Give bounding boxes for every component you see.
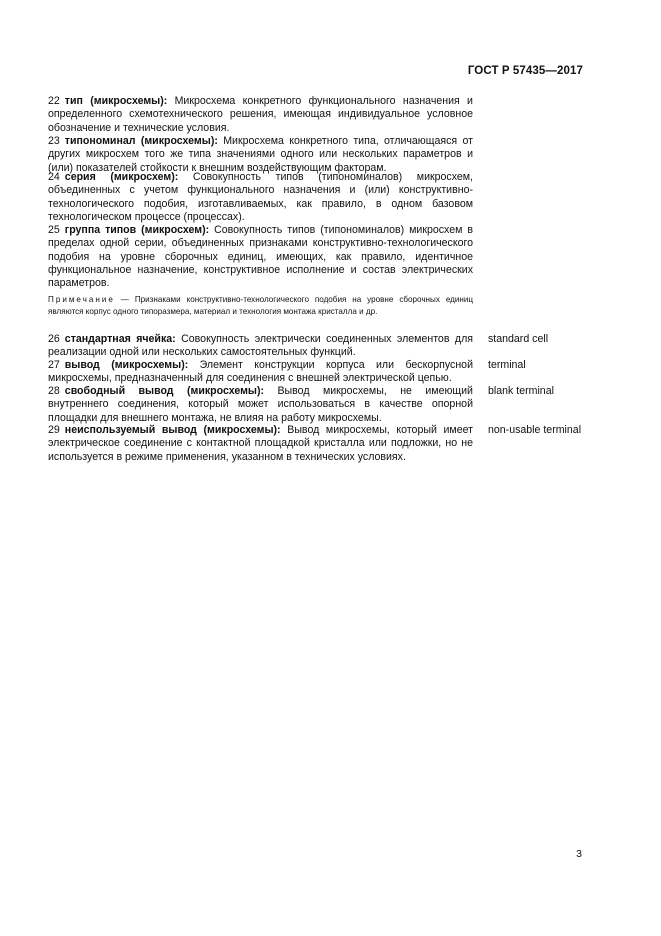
term-name: тип (микросхемы):: [64, 95, 168, 107]
term-entry-22: [48, 95, 473, 135]
term-definition: Микросхема конкретного функционального назначения и определенного схемотехнического решения, имеющая индивидуальное условное обозначение и технические условия.: [48, 95, 473, 134]
term-name: типономинал (микросхемы):: [64, 135, 218, 147]
term-number: 25: [48, 224, 60, 236]
english-equivalent-28: blank terminal: [488, 385, 554, 397]
term-number: 24: [48, 171, 60, 183]
term-definition: Совокупность типов (типономиналов) микросхем, объединенных с учетом функционального назначения и (или) конструктивно-технологического подобия, изготавливаемых, как правило, в одном базовом технологическом процессе (процессах).: [48, 171, 473, 223]
term-entry-26: [48, 333, 473, 360]
english-equivalent-29: non-usable terminal: [488, 424, 582, 436]
term-entry-27: [48, 359, 473, 386]
term-name: серия (микросхем):: [64, 171, 179, 183]
english-equivalent-27: terminal: [488, 359, 526, 371]
term-name: вывод (микросхемы):: [64, 359, 189, 371]
term-number: 28: [48, 385, 60, 397]
term-definition: Совокупность типов (типономиналов) микросхем в пределах одной серии, объединенных признаками конструктивно-технологического подобия на уровне сборочных единиц, имеющих, как правило, идентичное функциональное назначение, конструктивное исполнение и состав электрических параметров.: [48, 224, 473, 290]
term-definition: Вывод микросхемы, не имеющий внутреннего соединения, который может использоваться в качестве опорной площадки для внешнего монтажа, не влияя на работу микросхемы.: [48, 385, 473, 424]
term-entry-24: [48, 171, 473, 224]
term-definition: Вывод микросхемы, который имеет электрическое соединение с контактной площадкой кристалла или подложки, но не используется в режиме применения, указанном в технических условиях.: [48, 424, 473, 463]
english-equivalent-26: standard cell: [488, 333, 549, 345]
term-number: 27: [48, 359, 60, 371]
term-name: неиспользуемый вывод (микросхемы):: [64, 424, 281, 436]
term-number: 26: [48, 333, 60, 345]
term-number: 22: [48, 95, 60, 107]
term-definition: Элемент конструкции корпуса или бескорпусной микросхемы, предназначенный для соединения с внешней электрической цепью.: [48, 359, 473, 385]
term-entry-28: [48, 385, 473, 425]
term-name: стандартная ячейка:: [64, 333, 176, 345]
page-number: 3: [576, 848, 582, 860]
term-definition: Совокупность электрически соединенных элементов для реализации одной или нескольких самостоятельных функций.: [48, 333, 473, 359]
term-name: свободный вывод (микросхемы):: [64, 385, 265, 397]
term-entry-29: [48, 424, 473, 464]
note-text: — Признаками конструктивно-технологического подобия на уровне сборочных единиц являются корпус одного типоразмера, материал и технология монтажа кристалла и др.: [48, 295, 474, 316]
note-block: [48, 294, 473, 317]
term-number: 29: [48, 424, 60, 436]
term-definition: Микросхема конкретного типа, отличающаяся от других микросхем того же типа значениями одного или нескольких параметров и (или) показателей стойкости к внешним воздействующим факторам.: [48, 135, 473, 174]
term-entry-23: [48, 135, 473, 175]
document-standard-number: ГОСТ Р 57435—2017: [467, 65, 583, 77]
note-label: Примечание: [48, 295, 115, 304]
term-entry-25: [48, 224, 473, 290]
term-name: группа типов (микросхем):: [64, 224, 210, 236]
term-number: 23: [48, 135, 60, 147]
